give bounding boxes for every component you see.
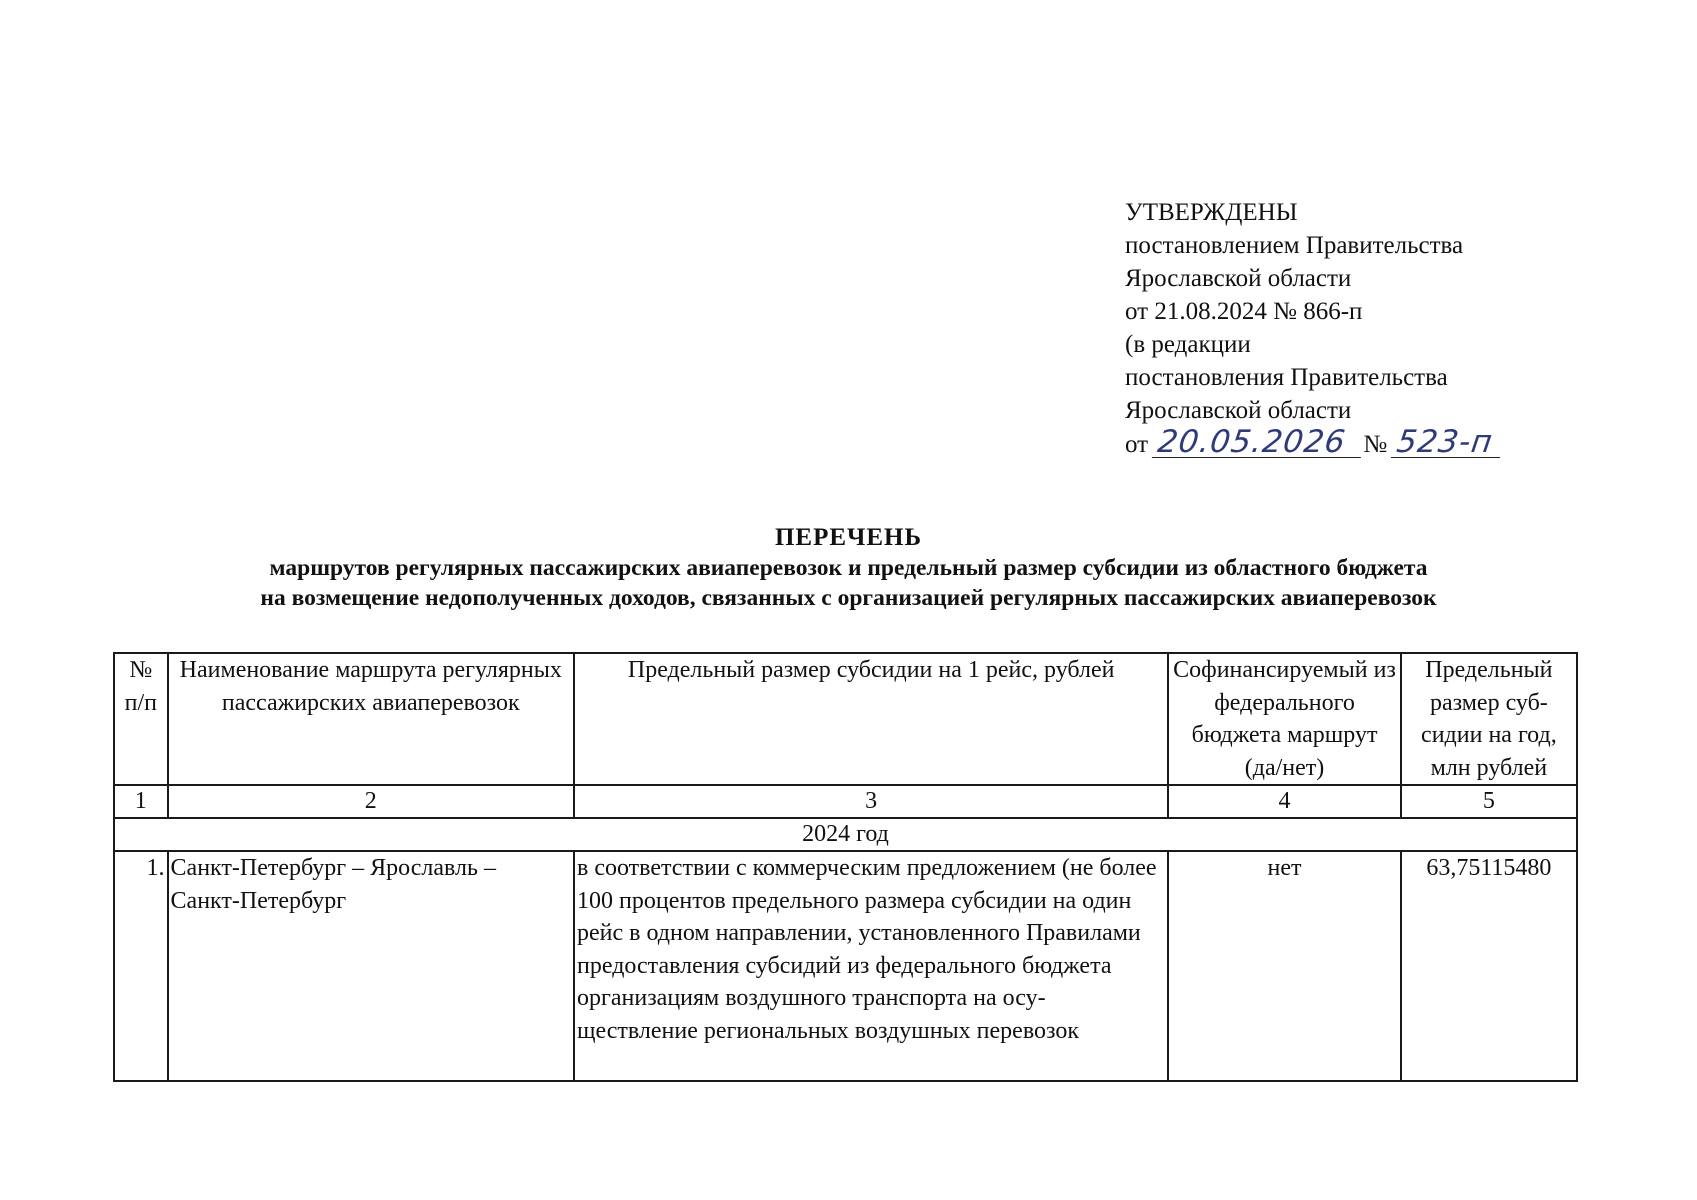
row-number: 1. (114, 851, 168, 1081)
header-annual-limit: Предельный размер суб-сидии на год, млн рублей (1401, 653, 1577, 785)
approval-line: постановления Правительства (1125, 364, 1448, 391)
column-number: 1 (114, 785, 168, 818)
approval-original-decree: от 21.08.2024 № 866-п (1125, 298, 1363, 325)
approval-line: (в редакции (1125, 331, 1251, 358)
subsidy-per-flight: в соответствии с коммерческим предложением (не более 100 процентов предельного размера субсидии на один рейс в одном направлении, установленного Правилами предоставления субсидий из федерального бюджета организациям воздушного транспорта на осу-ществление региональных воздушных перевозок (574, 851, 1168, 1081)
handwritten-date: 20.05.2026 (1152, 427, 1365, 458)
header-subsidy-per-flight: Предельный размер субсидии на 1 рейс, рублей (574, 653, 1168, 785)
document-heading (0, 523, 1697, 613)
annual-subsidy-limit: 63,75115480 (1401, 851, 1577, 1081)
approval-line: Ярославской области (1125, 397, 1352, 424)
document-subtitle-line-1: маршрутов регулярных пассажирских авиаперевозок и предельный размер субсидии из областного бюджета (269, 555, 1428, 581)
cofinanced-flag: нет (1168, 851, 1400, 1081)
routes-table (113, 652, 1578, 1082)
document-subtitle-line-2: на возмещение недополученных доходов, связанных с организацией регулярных пассажирских авиаперевозок (260, 585, 1437, 611)
column-number: 5 (1401, 785, 1577, 818)
from-prefix: от (1125, 431, 1149, 458)
column-number: 3 (574, 785, 1168, 818)
column-number: 2 (168, 785, 574, 818)
approval-stamp-block (1125, 196, 1502, 461)
document-title: ПЕРЕЧЕНЬ (774, 524, 923, 551)
header-cofinanced: Софинансируемый из федерального бюджета маршрут (да/нет) (1168, 653, 1400, 785)
route-name: Санкт-Петербург – Ярославль – Санкт-Петербург (168, 851, 574, 1081)
amendment-reference (1125, 424, 1502, 461)
table-row (114, 851, 1577, 1081)
approval-heading: УТВЕРЖДЕНЫ (1125, 199, 1298, 226)
year-label: 2024 год (114, 818, 1577, 851)
header-route-name: Наименование маршрута регулярных пассажирских авиаперевозок (168, 653, 574, 785)
year-row (114, 818, 1577, 851)
column-number: 4 (1168, 785, 1400, 818)
approval-line: постановлением Правительства (1125, 232, 1464, 259)
handwritten-decree-number: 523-п (1391, 427, 1504, 458)
column-number-row (114, 785, 1577, 818)
table-header-row (114, 653, 1577, 785)
approval-line: Ярославской области (1125, 265, 1352, 292)
header-number: № п/п (114, 653, 168, 785)
number-sign: № (1363, 431, 1388, 458)
